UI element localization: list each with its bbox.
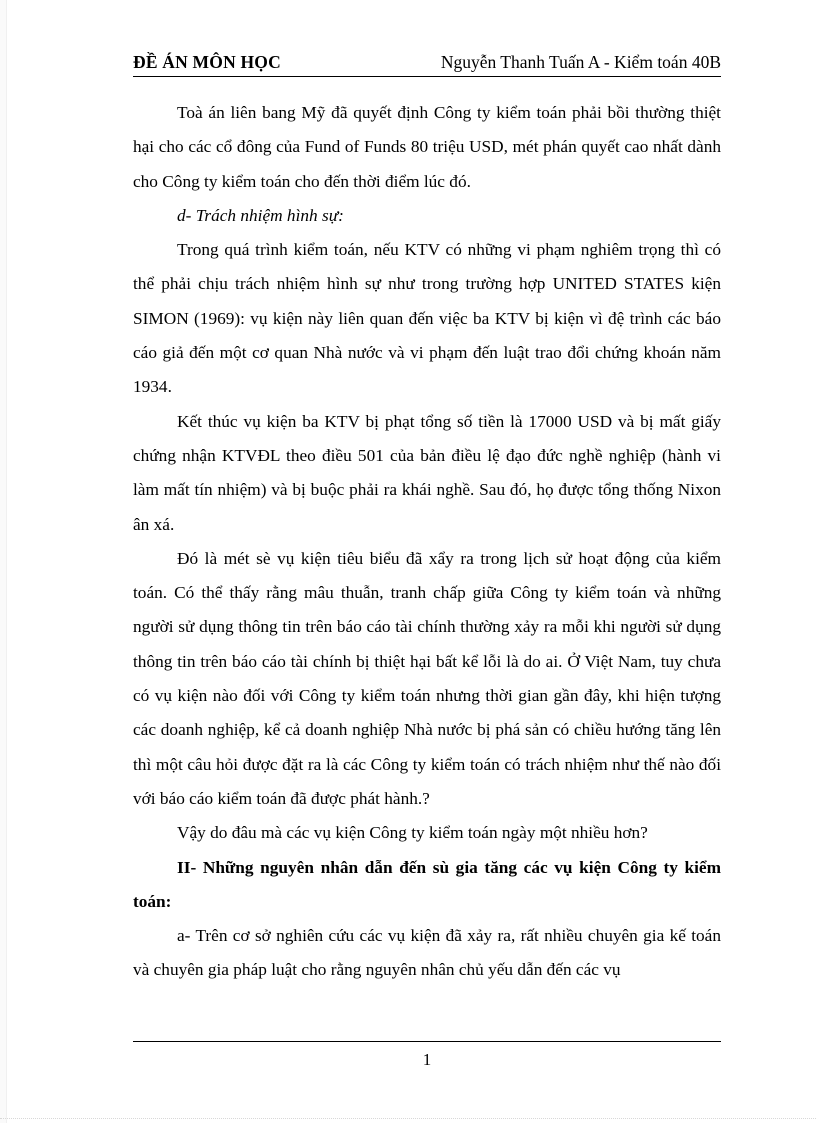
page-bottom-border bbox=[0, 1118, 816, 1119]
paragraph-case-outcome: Kết thúc vụ kiện ba KTV bị phạt tổng số tiền là 17000 USD và bị mất giấy chứng nhận KTVĐL theo điều 501 của bản điều lệ đạo đức nghề nghiệp (hành vi làm mất tín nhiệm) và bị buộc phải ra khái nghề. Sau đó, họ được tổng thống Nixon ân xá. bbox=[133, 411, 721, 534]
page-header bbox=[133, 52, 721, 77]
header-course-title: ĐỀ ÁN MÔN HỌC bbox=[133, 52, 281, 72]
paragraph-simon-case: Trong quá trình kiểm toán, nếu KTV có những vi phạm nghiêm trọng thì có thể phải chịu trách nhiệm hình sự như trong trường hợp UNITED STATES kiện SIMON (1969): vụ kiện này liên quan đến việc ba KTV bị kiện vì đệ trình các báo cáo giả đến một cơ quan Nhà nước và vi phạm đến luật trao đổi chứng khoán năm 1934. bbox=[133, 240, 721, 397]
paragraph-summary: Đó là mét sè vụ kiện tiêu biểu đã xẩy ra trong lịch sử hoạt động của kiểm toán. Có thể thấy rằng mâu thuẫn, tranh chấp giữa Công ty kiểm toán và những người sử dụng thông tin trên báo cáo tài chính thường xảy ra mỗi khi người sử dụng thông tin trên báo cáo tài chính bị thiệt hại bất kể lỗi là do ai. Ở Việt Nam, tuy chưa có vụ kiện nào đối với Công ty kiểm toán nhưng thời gian gần đây, khi hiện tượng các doanh nghiệp, kể cả doanh nghiệp Nhà nước bị phá sản có chiều hướng tăng lên thì một câu hỏi được đặt ra là các Công ty kiểm toán có trách nhiệm như thế nào đối với báo cáo kiểm toán đã được phát hành.? bbox=[133, 548, 721, 808]
header-author: Nguyễn Thanh Tuấn A - Kiểm toán 40B bbox=[440, 52, 721, 72]
paragraph-court-ruling: Toà án liên bang Mỹ đã quyết định Công ty kiểm toán phải bồi thường thiệt hại cho các cổ đông của Fund of Funds 80 triệu USD, mét phán quyết cao nhất dành cho Công ty kiểm toán cho đến thời điểm lúc đó. bbox=[133, 103, 721, 191]
subheading-criminal-liability: d- Trách nhiệm hình sự: bbox=[177, 205, 344, 225]
footer-divider bbox=[133, 1041, 721, 1042]
paragraph-question: Vậy do đâu mà các vụ kiện Công ty kiểm toán ngày một nhiều hơn? bbox=[177, 823, 648, 843]
page-edge bbox=[0, 0, 7, 1123]
page-number: 1 bbox=[422, 1050, 432, 1069]
section-heading-causes: II- Những nguyên nhân dẫn đến sù gia tăng các vụ kiện Công ty kiểm toán: bbox=[133, 857, 721, 911]
paragraph-causes-intro: a- Trên cơ sở nghiên cứu các vụ kiện đã xảy ra, rất nhiều chuyên gia kế toán và chuyên gia pháp luật cho rằng nguyên nhân chủ yếu dẫn đến các vụ bbox=[133, 926, 721, 980]
document-body bbox=[133, 96, 721, 988]
